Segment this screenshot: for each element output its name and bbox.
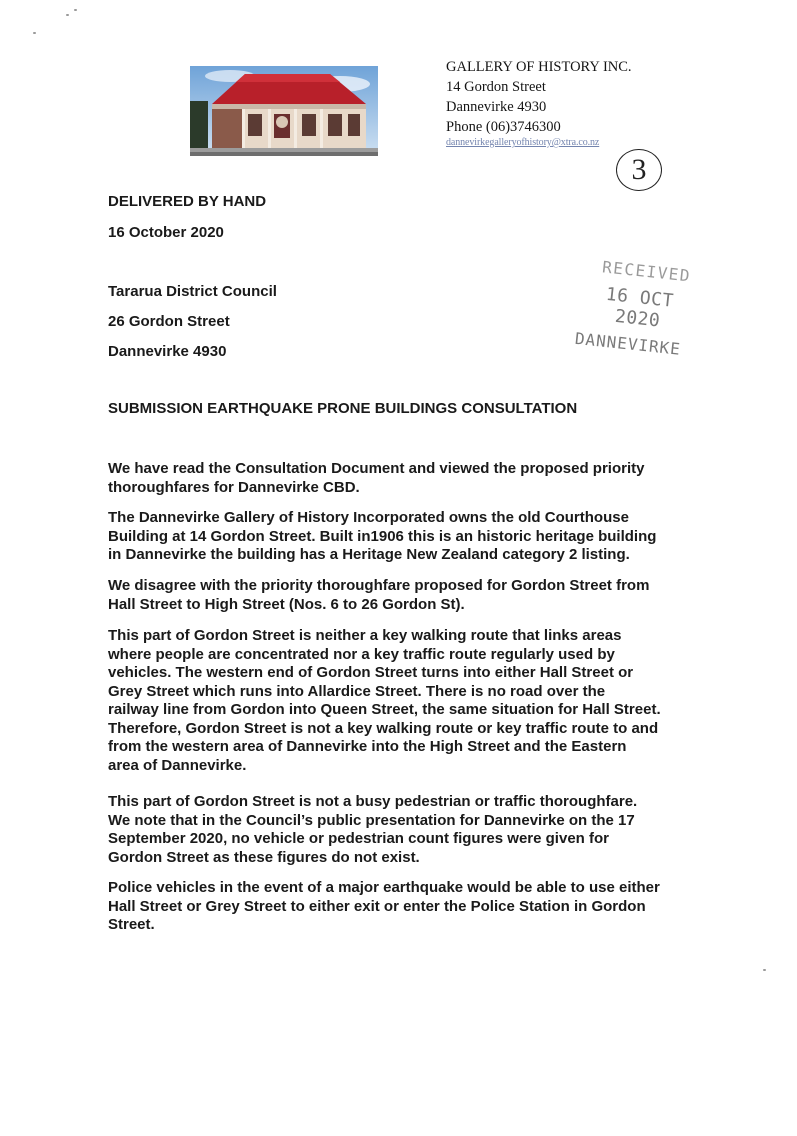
org-name: GALLERY OF HISTORY INC. <box>446 59 632 75</box>
paragraph-consultation-read <box>108 460 728 497</box>
stamp-received-label: RECEIVED <box>601 257 692 286</box>
paragraph-line: Building at 14 Gordon Street. Built in1906 this is an historic heritage building <box>108 527 657 545</box>
received-stamp <box>562 254 701 360</box>
paragraph-courthouse-ownership <box>108 509 728 565</box>
subject-heading: SUBMISSION EARTHQUAKE PRONE BUILDINGS CONSULTATION <box>108 400 578 417</box>
paragraph-traffic-figures <box>108 793 728 867</box>
stamp-place: DANNEVIRKE <box>574 328 682 359</box>
scan-speck <box>66 14 69 16</box>
paragraph-line: We have read the Consultation Document and viewed the proposed priority <box>108 460 645 477</box>
paragraph-line: in Dannevirke the building has a Heritage New Zealand category 2 listing. <box>108 546 630 563</box>
scan-speck <box>74 9 77 11</box>
paragraph-route-analysis <box>108 627 728 775</box>
paragraph-line: area of Dannevirke. <box>108 756 247 774</box>
submission-number-circle <box>616 149 662 191</box>
recipient-name: Tararua District Council <box>108 283 277 300</box>
courthouse-photo <box>190 66 378 156</box>
org-email-link[interactable]: dannevirkegalleryofhistory@xtra.co.nz <box>446 137 600 148</box>
paragraph-line: Street. <box>108 916 155 933</box>
paragraph-line: September 2020, no vehicle or pedestrian count figures were given for <box>108 830 609 847</box>
paragraph-line: This part of Gordon Street is neither a key walking route that links areas <box>108 627 622 644</box>
submission-number: 3 <box>631 153 647 186</box>
org-street: 14 Gordon Street <box>446 79 546 95</box>
paragraph-line: Police vehicles in the event of a major earthquake would be able to use either <box>108 879 660 896</box>
letter-date: 16 October 2020 <box>108 224 224 241</box>
scan-speck <box>33 32 36 34</box>
paragraph-line: Grey Street which runs into Allardice Street. There is no road over the <box>108 682 606 700</box>
paragraph-line: We note that in the Council’s public presentation for Dannevirke on the 17 <box>108 811 635 829</box>
paragraph-line: from the western area of Dannevirke into the High Street and the Eastern <box>108 738 627 755</box>
paragraph-line: The Dannevirke Gallery of History Incorporated owns the old Courthouse <box>108 509 629 526</box>
paragraph-line: where people are concentrated nor a key traffic route regularly used by <box>108 645 615 663</box>
paragraph-line: Hall Street or Grey Street to either exit or enter the Police Station in Gordon <box>108 897 646 915</box>
paragraph-line: Therefore, Gordon Street is not a key walking route or key traffic route to and <box>108 719 659 737</box>
recipient-street: 26 Gordon Street <box>108 313 230 330</box>
paragraph-line: railway line from Gordon into Queen Street, the same situation for Hall Street. <box>108 701 661 718</box>
paragraph-line: We disagree with the priority thoroughfare proposed for Gordon Street from <box>108 577 650 594</box>
paragraph-police-access <box>108 879 728 935</box>
delivery-note: DELIVERED BY HAND <box>108 193 267 210</box>
paragraph-line: vehicles. The western end of Gordon Street turns into either Hall Street or <box>108 664 634 681</box>
scan-speck <box>763 969 766 971</box>
paragraph-disagreement <box>108 577 728 614</box>
paragraph-line: This part of Gordon Street is not a busy pedestrian or traffic thoroughfare. <box>108 793 638 810</box>
recipient-town: Dannevirke 4930 <box>108 343 227 360</box>
paragraph-line: Hall Street to High Street (Nos. 6 to 26 Gordon St). <box>108 595 465 613</box>
letterhead-address <box>446 57 632 149</box>
org-phone: Phone (06)3746300 <box>446 119 561 135</box>
paragraph-line: thoroughfares for Dannevirke CBD. <box>108 478 360 496</box>
org-town: Dannevirke 4930 <box>446 99 547 115</box>
paragraph-line: Gordon Street as these figures do not exist. <box>108 848 420 866</box>
stamp-date: 16 OCT 2020 <box>604 283 675 332</box>
